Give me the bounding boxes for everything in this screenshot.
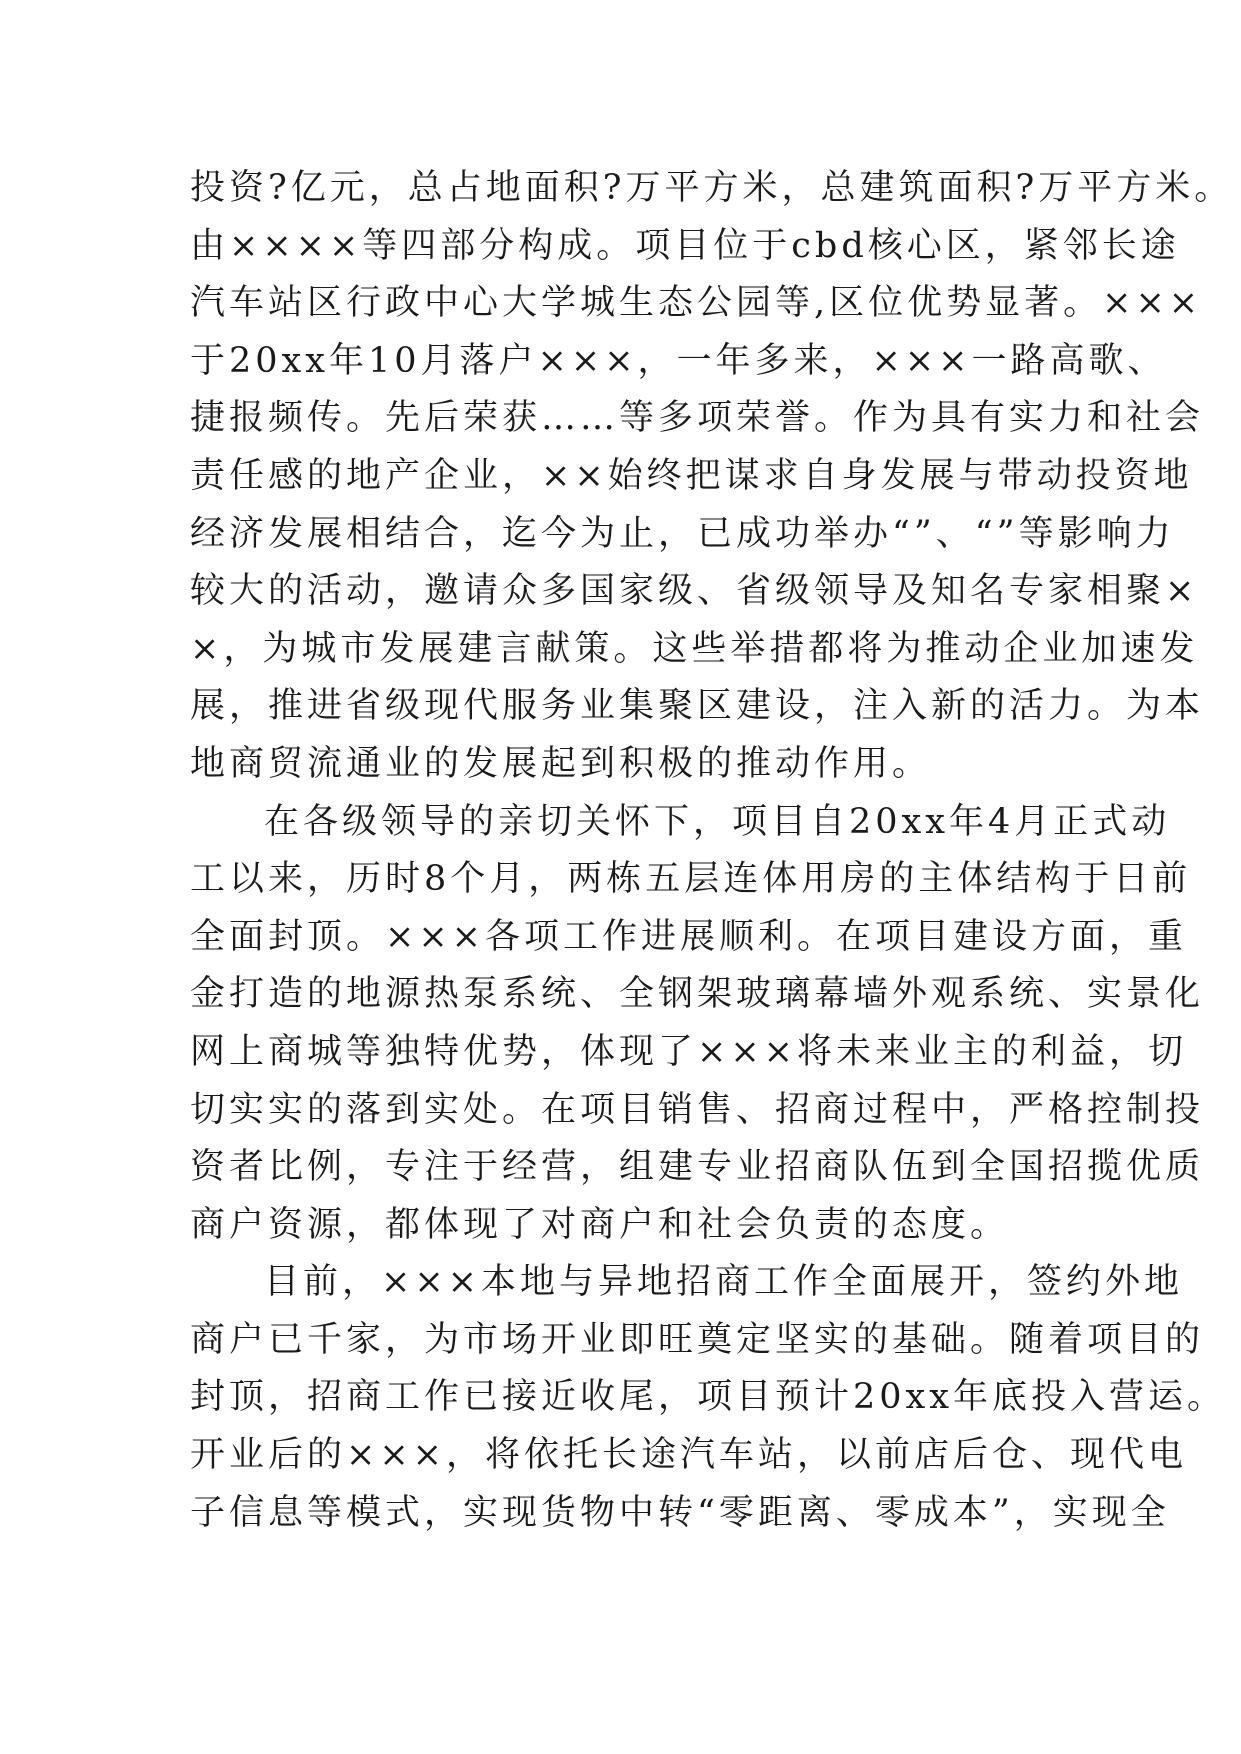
text-line: 于20xx年10月落户×××，一年多来，×××一路高歌、 [190, 340, 1167, 381]
text-line: 在各级领导的亲切关怀下，项目自20xx年4月正式动 [264, 801, 1171, 842]
text-line: 汽车站区行政中心大学城生态公园等,区位优势显著。××× [190, 283, 1203, 324]
text-line: 责任感的地产企业，××始终把谋求自身发展与带动投资地 [190, 455, 1193, 496]
text-line: 工以来，历时8个月，两栋五层连体用房的主体结构于日前 [190, 859, 1192, 900]
text-line: 子信息等模式，实现货物中转“零距离、零成本”，实现全 [190, 1492, 1170, 1533]
text-line: 捷报频传。先后荣获……等多项荣誉。作为具有实力和社会 [190, 398, 1205, 439]
text-line: 资者比例，专注于经营，组建专业招商队伍到全国招揽优质 [190, 1147, 1205, 1188]
text-line: 由××××等四部分构成。项目位于cbd核心区，紧邻长途 [190, 225, 1180, 266]
text-line: 封顶，招商工作已接近收尾，项目预计20xx年底投入营运。 [190, 1377, 1227, 1418]
text-line: 开业后的×××，将依托长途汽车站，以前店后仓、现代电 [190, 1435, 1187, 1476]
text-line: 商户已千家，为市场开业即旺奠定坚实的基础。随着项目的 [190, 1319, 1205, 1360]
text-line: 展，推进省级现代服务业集聚区建设，注入新的活力。为本 [190, 686, 1205, 727]
text-line: 投资?亿元，总占地面积?万平方米，总建筑面积?万平方米。 [190, 168, 1234, 208]
text-line: 目前，×××本地与异地招商工作全面展开，签约外地 [264, 1262, 1183, 1303]
text-line: 经济发展相结合，迄今为止，已成功举办“”、“”等影响力 [190, 513, 1175, 554]
text-line: 全面封顶。×××各项工作进展顺利。在项目建设方面，重 [190, 916, 1187, 957]
text-line: 切实实的落到实处。在项目销售、招商过程中，严格控制投 [190, 1089, 1205, 1130]
text-line: 商户资源，都体现了对商户和社会负责的态度。 [190, 1204, 1010, 1245]
text-line: ×，为城市发展建言献策。这些举措都将为推动企业加速发 [190, 628, 1199, 669]
document-body [190, 160, 1234, 1542]
text-line: 网上商城等独特优势，体现了×××将未来业主的利益，切 [190, 1031, 1187, 1072]
text-line: 金打造的地源热泵系统、全钢架玻璃幕墙外观系统、实景化 [190, 974, 1205, 1015]
text-line: 较大的活动，邀请众多国家级、省级领导及知名专家相聚× [190, 571, 1199, 612]
text-line: 地商贸流通业的发展起到积极的推动作用。 [190, 743, 932, 784]
